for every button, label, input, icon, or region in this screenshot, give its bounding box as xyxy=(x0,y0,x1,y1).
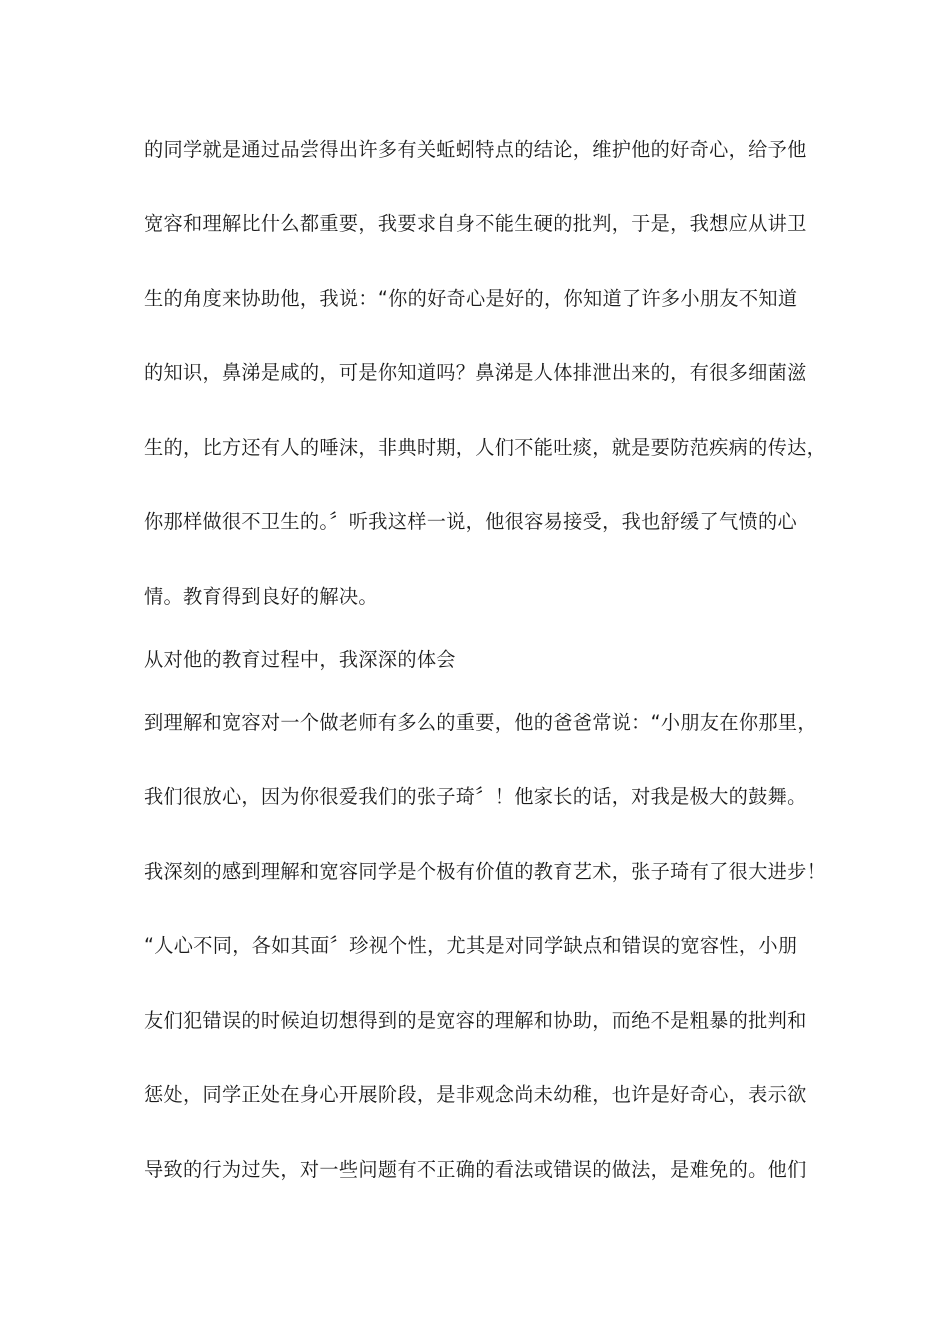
text-line: 导致的行为过失，对一些问题有不正确的看法或错误的做法，是难免的。他们 xyxy=(144,1158,807,1181)
text-line: 你那样做很不卫生的。〞听我这样一说，他很容易接受，我也舒缓了气愤的心 xyxy=(144,510,797,533)
text-line: 我深刻的感到理解和宽容同学是个极有价值的教育艺术，张子琦有了很大进步！ xyxy=(144,860,827,883)
text-line: 情。教育得到良好的解决。 xyxy=(144,585,378,608)
text-line: 生的，比方还有人的唾沫，非典时期，人们不能吐痰，就是要防范疾病的传达， xyxy=(144,436,827,459)
text-line: 到理解和宽容对一个做老师有多么的重要，他的爸爸常说：“小朋友在你那里， xyxy=(144,711,817,734)
text-line: 我们很放心，因为你很爱我们的张子琦〞！他家长的话，对我是极大的鼓舞。 xyxy=(144,785,807,808)
text-line: 友们犯错误的时候迫切想得到的是宽容的理解和协助，而绝不是粗暴的批判和 xyxy=(144,1009,807,1032)
text-line: 的同学就是通过品尝得出许多有关蚯蚓特点的结论，维护他的好奇心，给予他 xyxy=(144,138,807,161)
text-line: 宽容和理解比什么都重要，我要求自身不能生硬的批判，于是，我想应从讲卫 xyxy=(144,212,807,235)
text-line: 惩处，同学正处在身心开展阶段，是非观念尚未幼稚，也许是好奇心，表示欲 xyxy=(144,1083,807,1106)
text-line: 生的角度来协助他，我说：“你的好奇心是好的，你知道了许多小朋友不知道 xyxy=(144,287,798,310)
text-line: 从对他的教育过程中，我深深的体会 xyxy=(144,648,456,671)
text-line: “人心不同，各如其面〞珍视个性，尤其是对同学缺点和错误的宽容性，小朋 xyxy=(144,934,798,957)
text-line: 的知识，鼻涕是咸的，可是你知道吗？鼻涕是人体排泄出来的，有很多细菌滋 xyxy=(144,361,807,384)
